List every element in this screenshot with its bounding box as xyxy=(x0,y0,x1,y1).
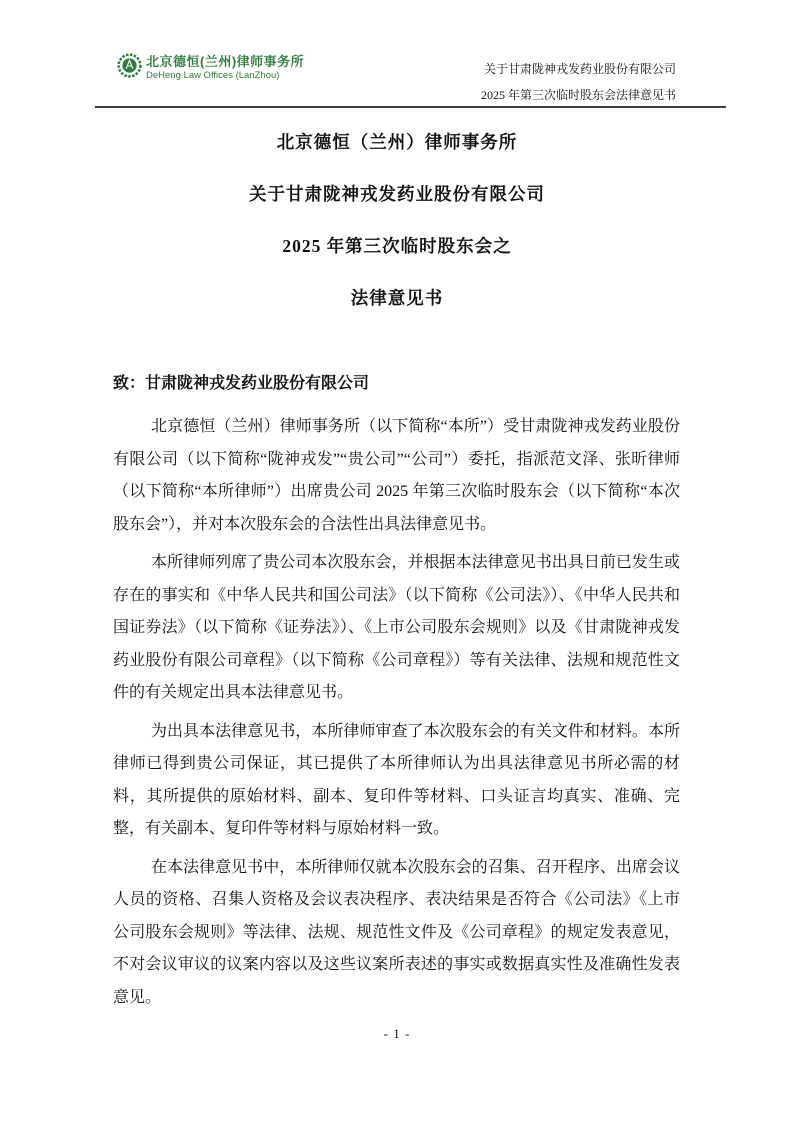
title-line-meeting: 2025 年第三次临时股东会之 xyxy=(282,236,512,256)
salutation: 致：甘肃陇神戎发药业股份有限公司 xyxy=(113,375,370,392)
document-title xyxy=(0,131,794,339)
page-header xyxy=(95,50,726,108)
title-line-company: 关于甘肃陇神戎发药业股份有限公司 xyxy=(249,184,545,204)
law-firm-logo-text xyxy=(146,53,304,82)
document-body xyxy=(113,368,680,1020)
page-number: - 1 - xyxy=(383,1026,411,1041)
law-firm-logo xyxy=(117,53,304,82)
paragraph-scope: 在本法律意见书中，本所律师仅就本次股东会的召集、召开程序、出席会议人员的资格、召集人资格及会议表决程序、表决结果是否符合《公司法》《上市公司股东会规则》等法律、法规、规范性文件及《公司章程》的规定发表意见，不对会议审议的议案内容以及这些议案所表述的事实或数据真实性及准确性发表意见。 xyxy=(113,858,680,1006)
paragraph-legal-basis: 本所律师列席了贵公司本次股东会，并根据本法律意见书出具日前已发生或存在的事实和《中华人民共和国公司法》（以下简称《公司法》）、《中华人民共和国证券法》（以下简称《证券法》）、《上市公司股东会规则》以及《甘肃陇神戎发药业股份有限公司章程》（以下简称《公司章程》）等有关法律、法规和规范性文件的有关规定出具本法律意见书。 xyxy=(113,554,680,701)
page-footer xyxy=(0,1026,794,1042)
deheng-seal-icon xyxy=(117,53,142,78)
paragraph-materials: 为出具本法律意见书，本所律师审查了本次股东会的有关文件和材料。本所律师已得到贵公司保证，其已提供了本所律师认为出具法律意见书所必需的材料，其所提供的原始材料、副本、复印件等材料、口头证言均真实、准确、完整，有关副本、复印件等材料与原始材料一致。 xyxy=(113,722,680,837)
law-firm-name-cn: 北京德恒(兰州)律师事务所 xyxy=(146,54,305,69)
paragraph-engagement: 北京德恒（兰州）律师事务所（以下简称“本所”）受甘肃陇神戎发药业股份有限公司（以下简称“陇神戎发”“贵公司”“公司”）委托，指派范文泽、张昕律师（以下简称“本所律师”）出席贵公司 2025 年第三次临时股东会（以下简称“本次股东会”），并对本次股东会的合法性出具法律意见书。 xyxy=(113,418,680,533)
title-line-firm: 北京德恒（兰州）律师事务所 xyxy=(276,132,518,152)
header-doc-reference xyxy=(481,50,726,108)
law-firm-name-en: DeHeng Law Offices (LanZhou) xyxy=(146,70,280,81)
doc-ref-line-1: 关于甘肃陇神戎发药业股份有限公司 xyxy=(483,62,676,76)
title-line-doctype: 法律意见书 xyxy=(350,288,444,308)
doc-ref-line-2: 2025 年第三次临时股东会法律意见书 xyxy=(480,88,676,102)
